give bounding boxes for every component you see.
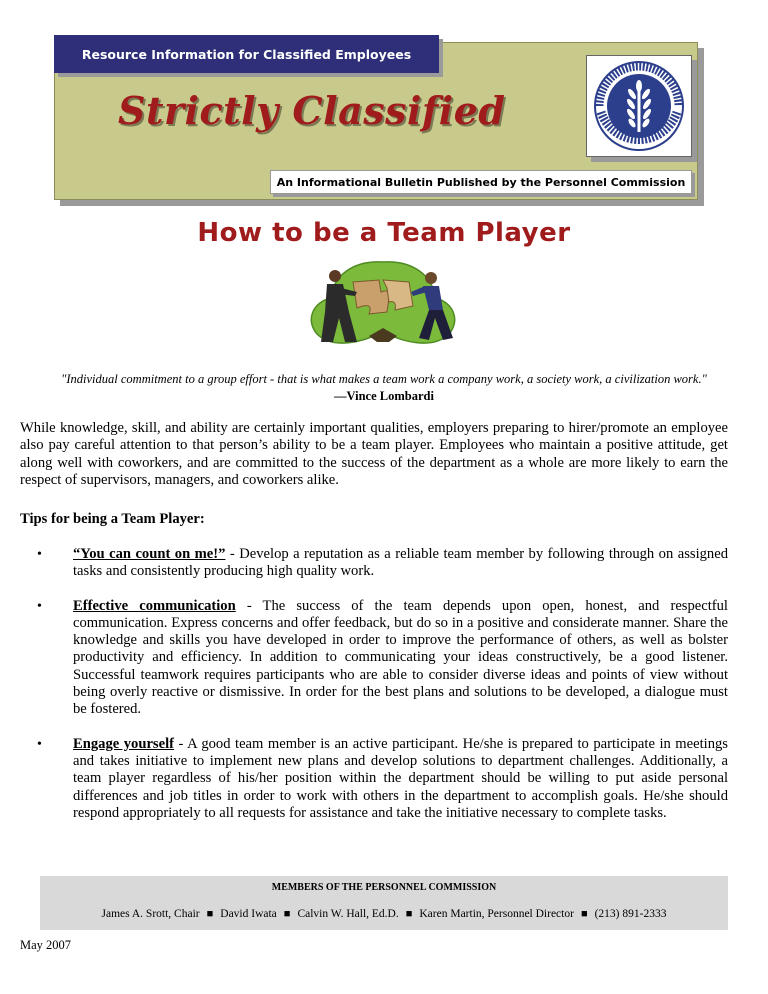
bulletin-subtitle: An Informational Bulletin Published by the Personnel Commission	[276, 175, 686, 189]
tip-title: Engage yourself	[73, 735, 174, 752]
bullet-icon: •	[37, 598, 42, 614]
member-name: David Iwata	[220, 908, 277, 920]
intro-paragraph: While knowledge, skill, and ability are certainly important qualities, employers preparing to hirer/promote an employee also pay careful attention to that person’s ability to be a team player. Employees who maintain a positive attitude, get along well with coworkers, and are committed to the success of the department as a whole are more likely to earn the respect of supervisors, managers, and coworkers alike.	[20, 420, 728, 488]
tip-title: “You can count on me!”	[73, 546, 226, 562]
commission-footer	[40, 876, 728, 930]
member-name: Karen Martin, Personnel Director	[419, 908, 574, 920]
tips-list	[0, 546, 768, 839]
members-list	[40, 908, 728, 920]
quote-author: —Vince Lombardi	[334, 389, 434, 403]
tip-engage-yourself	[0, 736, 728, 822]
square-separator-icon: ■	[580, 908, 588, 920]
bullet-icon: •	[37, 736, 42, 752]
newsletter-masthead: Strictly Classified	[118, 88, 506, 133]
tip-text: - A good team member is an active participant. He/she is prepared to participate in meetings and takes initiative to implement new plans and develop solutions to department challenges. Additionally, a team player regardless of his/her position within the department should be willing to put aside personal differences and job titles in order to work with others in the department to accomplish goals. He/she should respond appropriately to all requests for assistance and take the initiative necessary to complete tasks.	[73, 735, 728, 821]
square-separator-icon: ■	[283, 908, 291, 920]
lombardi-quote: "Individual commitment to a group effort - that is what makes a team work a company work, a society work, a civilization work."	[61, 372, 707, 386]
square-separator-icon: ■	[206, 908, 214, 920]
tip-effective-communication	[0, 598, 728, 719]
bullet-icon: •	[37, 547, 42, 562]
district-logo	[586, 55, 692, 157]
article-title: How to be a Team Player	[197, 218, 571, 248]
tagline: Resource Information for Classified Employees	[81, 46, 412, 62]
square-separator-icon: ■	[405, 908, 413, 920]
team-clipart	[283, 258, 483, 350]
footer-heading: MEMBERS OF THE PERSONNEL COMMISSION	[271, 882, 497, 893]
tip-text: - Develop a reputation as a reliable team member by following through on assigned tasks and consistently producing high quality work.	[73, 546, 728, 580]
tip-title: Effective communication	[73, 597, 236, 614]
member-name: James A. Srott, Chair	[101, 908, 200, 920]
tagline-bar	[54, 35, 439, 73]
tips-heading: Tips for being a Team Player:	[20, 511, 205, 527]
team-puzzle-clipart-icon	[283, 258, 483, 350]
contact-phone: (213) 891-2333	[594, 908, 667, 920]
tip-count-on-me	[0, 546, 728, 581]
issue-date: May 2007	[20, 938, 72, 952]
tip-text: - The success of the team depends upon open, honest, and respectful communication. Express concerns and offer feedback, but do so in a positive and considerate manner. Share the knowledge and skills you have developed in order to improve the performance of others, as well as bolster productivity and efficiency. In addition to communicating your ideas constructively, be a good listener. Successful teamwork requires participants who are able to consider diverse ideas and points of view without being overly reactive or dismissive. In order for the best plans and solutions to be developed, a dialogue must be fostered.	[73, 597, 728, 718]
member-name: Calvin W. Hall, Ed.D.	[297, 908, 399, 920]
los-angeles-community-college-district-seal-icon	[587, 56, 691, 156]
bulletin-subtitle-bar	[270, 170, 692, 194]
